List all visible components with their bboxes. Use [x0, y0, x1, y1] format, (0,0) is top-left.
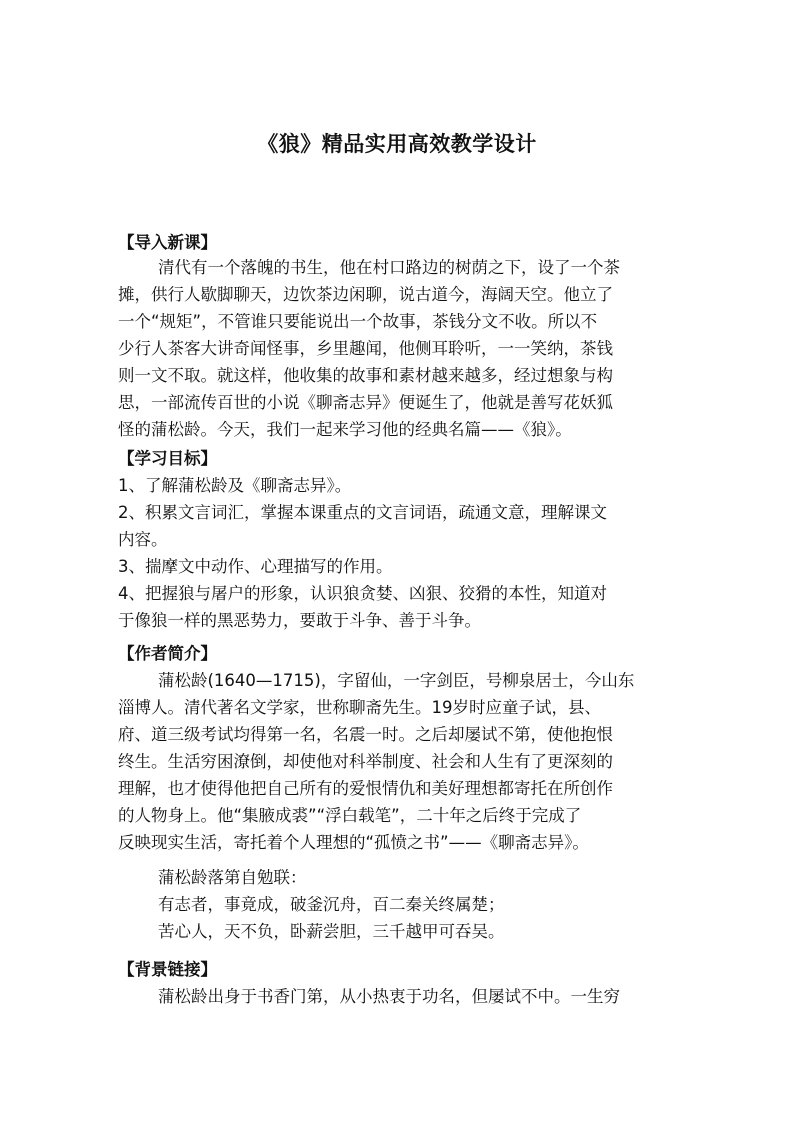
paragraph-line: 少行人茶客大讲奇闻怪事，乡里趣闻，他侧耳聆听，一一笑纳，茶钱 [118, 339, 613, 358]
paragraph-line: 思，一部流传百世的小说《聊斋志异》便诞生了，他就是善写花妖狐 [118, 393, 613, 412]
objective-item: 2、积累文言词汇，掌握本课重点的文言词语，疏通文意，理解课文 [118, 503, 607, 522]
paragraph-line: 蒲松龄出身于书香门第，从小热衷于功名，但屡试不中。一生穷 [158, 987, 620, 1006]
paragraph-line: 终生。生活穷困潦倒，却使他对科举制度、社会和人生有了更深刻的 [118, 752, 613, 771]
paragraph-line: 摊，供行人歇脚聊天，边饮茶边闲聊，说古道今，海阔天空。他立了 [118, 285, 613, 304]
paragraph-line: 清代有一个落魄的书生，他在村口路边的树荫之下，设了一个茶 [158, 258, 620, 277]
objective-item: 于像狼一样的黑恶势力，要敢于斗争、善于斗争。 [118, 611, 481, 630]
section-heading-background: 【背景链接】 [118, 960, 217, 979]
couplet-line: 有志者，事竟成，破釜沉舟，百二秦关终属楚； [158, 895, 505, 914]
couplet-intro: 蒲松龄落第自勉联： [158, 868, 307, 887]
paragraph-line: 一个“规矩”，不管谁只要能说出一个故事，茶钱分文不收。所以不 [118, 312, 598, 331]
objective-item: 4、把握狼与屠户的形象，认识狼贪婪、凶狠、狡猾的本性，知道对 [118, 584, 607, 603]
section-heading-author: 【作者简介】 [118, 644, 217, 663]
paragraph-line: 理解，也才使得他把自己所有的爱恨情仇和美好理想都寄托在所创作 [118, 779, 613, 798]
couplet-line: 苦心人，天不负，卧薪尝胆，三千越甲可吞吴。 [158, 922, 505, 941]
page-title: 《狼》精品实用高效教学设计 [257, 132, 537, 156]
paragraph-line: 的人物身上。他“集腋成裘”“浮白载笔”，二十年之后终于完成了 [118, 806, 582, 825]
paragraph-line: 反映现实生活，寄托着个人理想的“孤愤之书”——《聊斋志异》。 [118, 833, 589, 852]
paragraph-line: 府、道三级考试均得第一名，名震一时。之后却屡试不第，使他抱恨 [118, 725, 613, 744]
section-heading-intro: 【导入新课】 [118, 233, 217, 252]
objective-item: 3、揣摩文中动作、心理描写的作用。 [118, 557, 393, 576]
paragraph-line: 则一文不取。就这样，他收集的故事和素材越来越多，经过想象与构 [118, 366, 613, 385]
paragraph-line: 蒲松龄(1640—1715)，字留仙，一字剑臣，号柳泉居士，今山东 [158, 671, 635, 690]
paragraph-line: 淄博人。清代著名文学家，世称聊斋先生。19岁时应童子试，县、 [118, 698, 601, 717]
section-heading-objectives: 【学习目标】 [118, 449, 217, 468]
objective-item: 内容。 [118, 530, 168, 549]
paragraph-line: 怪的蒲松龄。今天，我们一起来学习他的经典名篇——《狼》。 [118, 420, 572, 439]
objective-item: 1、了解蒲松龄及《聊斋志异》。 [118, 476, 352, 495]
